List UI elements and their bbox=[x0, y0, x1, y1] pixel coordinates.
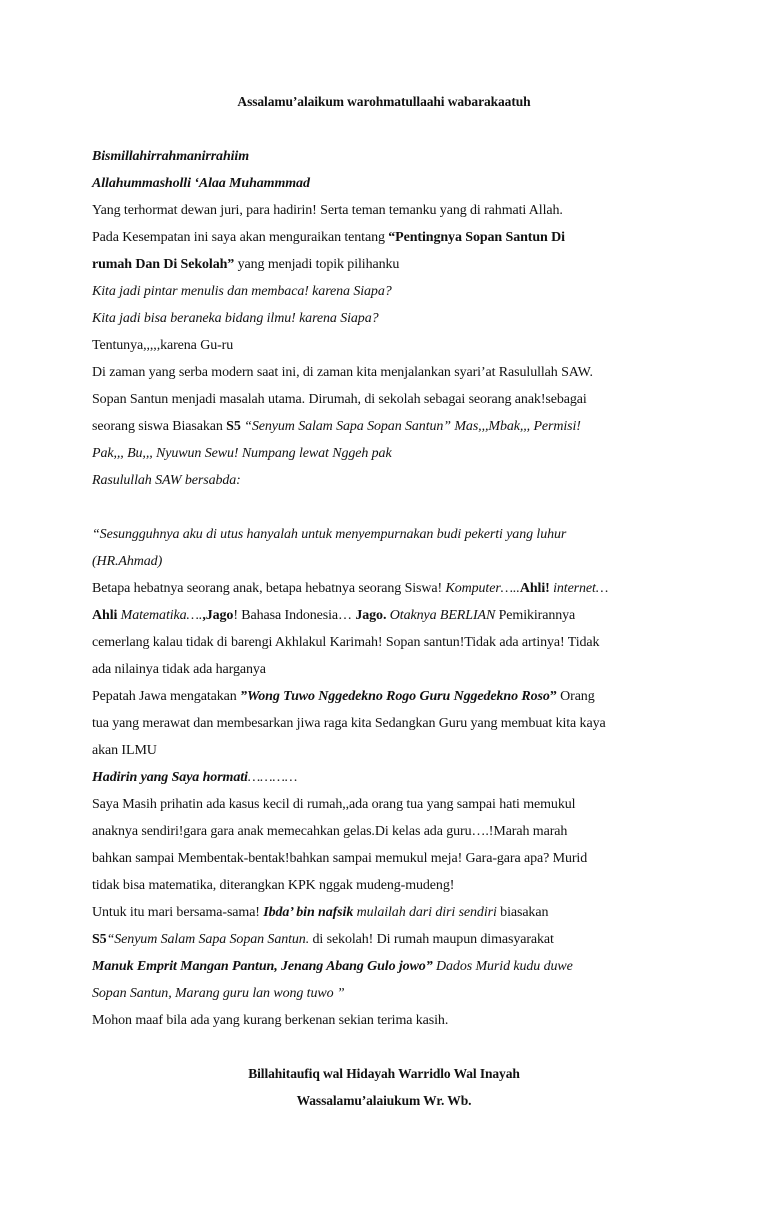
closing-prayer: Billahitaufiq wal Hidayah Warridlo Wal Inayah bbox=[248, 1067, 520, 1082]
body-line: Di zaman yang serba modern saat ini, di zaman kita menjalankan syari’at Rasulullah SAW. bbox=[92, 365, 593, 380]
text-run: Dados Murid kudu duwe bbox=[432, 959, 573, 974]
text-run: Ibda’ bin nafsik bbox=[263, 905, 354, 920]
text-run: Manuk Emprit Mangan Pantun, Jenang Abang Gulo jowo” bbox=[92, 959, 433, 974]
text-run: ,Jago bbox=[202, 608, 234, 623]
body-line: Sopan Santun menjadi masalah utama. Dirumah, di sekolah sebagai seorang anak!sebagai bbox=[92, 392, 587, 407]
opening-sholawat: Allahummasholli ‘Alaa Muhammmad bbox=[92, 176, 310, 191]
s5-label: S5 bbox=[92, 932, 107, 947]
text-run: biasakan bbox=[496, 905, 549, 920]
text-run: Otaknya BERLIAN bbox=[386, 608, 496, 623]
body-line: ada nilainya tidak ada harganya bbox=[92, 662, 266, 677]
audience-address bbox=[92, 769, 297, 787]
text-run: ! Bahasa Indonesia… bbox=[233, 608, 356, 623]
body-line bbox=[92, 904, 548, 922]
salutation-line: Yang terhormat dewan juri, para hadirin! Serta teman temanku yang di rahmati Allah. bbox=[92, 203, 563, 218]
body-line bbox=[92, 931, 554, 949]
text-run: Hadirin yang Saya hormati bbox=[92, 770, 248, 785]
text-run: Pemikirannya bbox=[495, 608, 576, 623]
body-line bbox=[92, 958, 573, 976]
body-line: Sopan Santun, Marang guru lan wong tuwo ” bbox=[92, 986, 345, 1001]
closing-salam: Wassalamu’alaiukum Wr. Wb. bbox=[296, 1094, 472, 1109]
body-line: anaknya sendiri!gara gara anak memecahkan gelas.Di kelas ada guru….!Marah marah bbox=[92, 824, 568, 839]
text-run: Jago. bbox=[355, 608, 387, 623]
text-run: ” bbox=[549, 689, 557, 704]
body-line: tua yang merawat dan membesarkan jiwa raga kita Sedangkan Guru yang membuat kita kaya bbox=[92, 716, 606, 731]
text-run: Komputer….. bbox=[445, 581, 520, 596]
text-run: “Senyum Salam Sapa Sopan Santun. bbox=[106, 932, 310, 947]
question-line-2: Kita jadi bisa beraneka bidang ilmu! karena Siapa? bbox=[92, 311, 379, 326]
topic-line-2 bbox=[92, 256, 399, 274]
text-run: Ahli! bbox=[519, 581, 550, 596]
text-run: Betapa hebatnya seorang anak, betapa hebatnya seorang Siswa! bbox=[92, 581, 446, 596]
text-run: ………… bbox=[247, 770, 298, 785]
text-run: Ahli bbox=[92, 608, 118, 623]
body-line: akan ILMU bbox=[92, 743, 157, 758]
body-line bbox=[92, 607, 575, 625]
text-run: Matematika…. bbox=[117, 608, 203, 623]
body-line: bahkan sampai Membentak-bentak!bahkan sampai memukul meja! Gara-gara apa? Murid bbox=[92, 851, 588, 866]
text-run: “Senyum Salam Sapa Sopan Santun” Mas,,,Mbak,,, Permisi! bbox=[240, 419, 581, 434]
body-line: Saya Masih prihatin ada kasus kecil di rumah,,ada orang tua yang sampai hati memukul bbox=[92, 797, 576, 812]
text-run: mulailah dari diri sendiri bbox=[353, 905, 497, 920]
body-line bbox=[92, 580, 608, 598]
body-line: cemerlang kalau tidak di barengi Akhlakul Karimah! Sopan santun!Tidak ada artinya! Tidak bbox=[92, 635, 600, 650]
closing-remark: Mohon maaf bila ada yang kurang berkenan sekian terima kasih. bbox=[92, 1013, 449, 1028]
text-run: Untuk itu mari bersama-sama! bbox=[92, 905, 264, 920]
proverb-line bbox=[92, 688, 595, 706]
body-line: Pak,,, Bu,,, Nyuwun Sewu! Numpang lewat Nggeh pak bbox=[92, 446, 392, 461]
text-run: seorang siswa Biasakan bbox=[92, 419, 227, 434]
hadith-intro: Rasulullah SAW bersabda: bbox=[92, 473, 241, 488]
text-run: di sekolah! Di rumah maupun dimasyarakat bbox=[309, 932, 554, 947]
answer-line: Tentunya,,,,,karena Gu-ru bbox=[92, 338, 234, 353]
greeting-heading: Assalamu’alaikum warohmatullaahi wabarakaatuh bbox=[237, 95, 531, 110]
text-run: Orang bbox=[556, 689, 595, 704]
text-run: Pada Kesempatan ini saya akan menguraikan tentang bbox=[92, 230, 389, 245]
opening-basmalah: Bismillahirrahmanirrahiim bbox=[92, 149, 250, 164]
body-line bbox=[92, 418, 581, 436]
topic-title-part: rumah Dan Di Sekolah” bbox=[92, 257, 235, 272]
question-line-1: Kita jadi pintar menulis dan membaca! karena Siapa? bbox=[92, 284, 392, 299]
s5-label: S5 bbox=[226, 419, 241, 434]
proverb-text: ”Wong Tuwo Nggedekno Rogo Guru Nggedekno Roso bbox=[240, 689, 550, 704]
body-line: tidak bisa matematika, diterangkan KPK nggak mudeng-mudeng! bbox=[92, 878, 455, 893]
hadith-source: (HR.Ahmad) bbox=[92, 554, 163, 569]
text-run: internet… bbox=[549, 581, 609, 596]
topic-title-part: “Pentingnya Sopan Santun Di bbox=[388, 230, 565, 245]
text-run: yang menjadi topik pilihanku bbox=[234, 257, 400, 272]
text-run: Pepatah Jawa mengatakan bbox=[92, 689, 241, 704]
topic-line-1 bbox=[92, 229, 565, 247]
hadith-quote: “Sesungguhnya aku di utus hanyalah untuk menyempurnakan budi pekerti yang luhur bbox=[92, 527, 567, 542]
